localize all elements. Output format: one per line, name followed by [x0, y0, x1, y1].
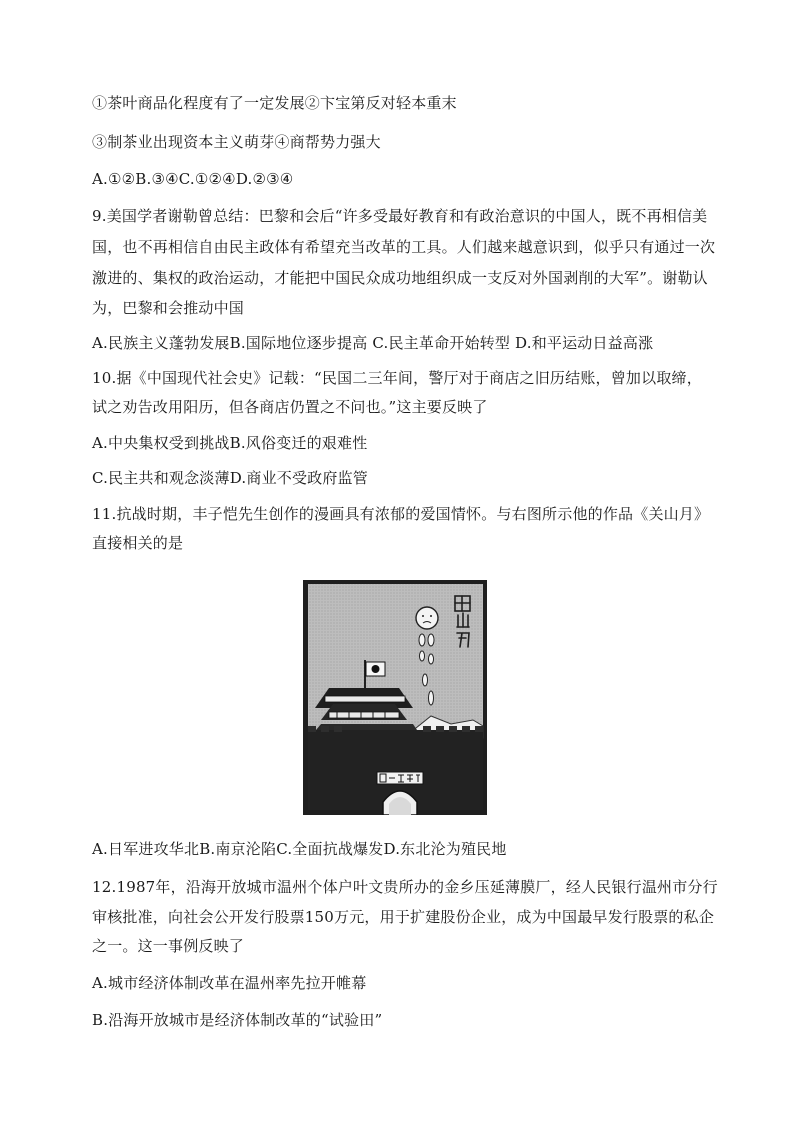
- moon-face: [416, 607, 438, 629]
- q8-choices: A.①②B.③④C.①②④D.②③④: [92, 170, 294, 188]
- gate-plaque: [377, 772, 423, 784]
- q10-choices-line-2: C.民主共和观念淡薄D.商业不受政府监管: [92, 469, 368, 487]
- q11-stem-line-1: 11.抗战时期，丰子恺先生创作的漫画具有浓郁的爱国情怀。与右图所示他的作品《关山月》: [92, 505, 710, 523]
- q8-options-line-1: ①茶叶商品化程度有了一定发展②卞宝第反对轻本重末: [92, 94, 457, 112]
- q8-options-line-2: ③制茶业出现资本主义萌芽④商帮势力强大: [92, 133, 381, 151]
- q12-stem-line-1: 12.1987年，沿海开放城市温州个体户叶文贵所办的金乡压延薄膜厂，经人民银行温州市分行: [92, 878, 718, 896]
- q11-stem-line-2: 直接相关的是: [92, 534, 184, 552]
- q11-choices: A.日军进攻华北B.南京沦陷C.全面抗战爆发D.东北沦为殖民地: [92, 840, 507, 858]
- q12-choice-a: A.城市经济体制改革在温州率先拉开帷幕: [92, 974, 367, 992]
- q12-choice-b: B.沿海开放城市是经济体制改革的“试验田”: [92, 1011, 383, 1029]
- guanshanyue-cartoon: [303, 580, 487, 815]
- q9-choices: A.民族主义蓬勃发展B.国际地位逐步提高 C.民主革命开始转型 D.和平运动日益高涨: [92, 334, 654, 352]
- q9-stem-line-2: 国，也不再相信自由民主政体有希望充当改革的工具。人们越来越意识到，似乎只有通过一次: [92, 238, 716, 256]
- q12-stem-line-3: 之一。这一事例反映了: [92, 937, 245, 955]
- q10-stem-line-2: 试之劝告改用阳历，但各商店仍置之不问也。”这主要反映了: [92, 398, 488, 416]
- q10-stem-line-1: 10.据《中国现代社会史》记载：“民国二三年间，警厅对于商店之旧历结账，曾加以取缔，: [92, 369, 702, 387]
- q10-choices-line-1: A.中央集权受到挑战B.风俗变迁的艰难性: [92, 434, 368, 452]
- q12-stem-line-2: 审核批准，向社会公开发行股票150万元，用于扩建股份企业，成为中国最早发行股票的私企: [92, 908, 715, 926]
- q9-stem-line-4: 为，巴黎和会推动中国: [92, 299, 245, 317]
- q9-stem-line-1: 9.美国学者谢勒曾总结：巴黎和会后“许多受最好教育和有政治意识的中国人，既不再相信美: [92, 207, 708, 225]
- q9-stem-line-3: 激进的、集权的政治运动，才能把中国民众成功地组织成一支反对外国剥削的大军”。谢勒认: [92, 269, 708, 287]
